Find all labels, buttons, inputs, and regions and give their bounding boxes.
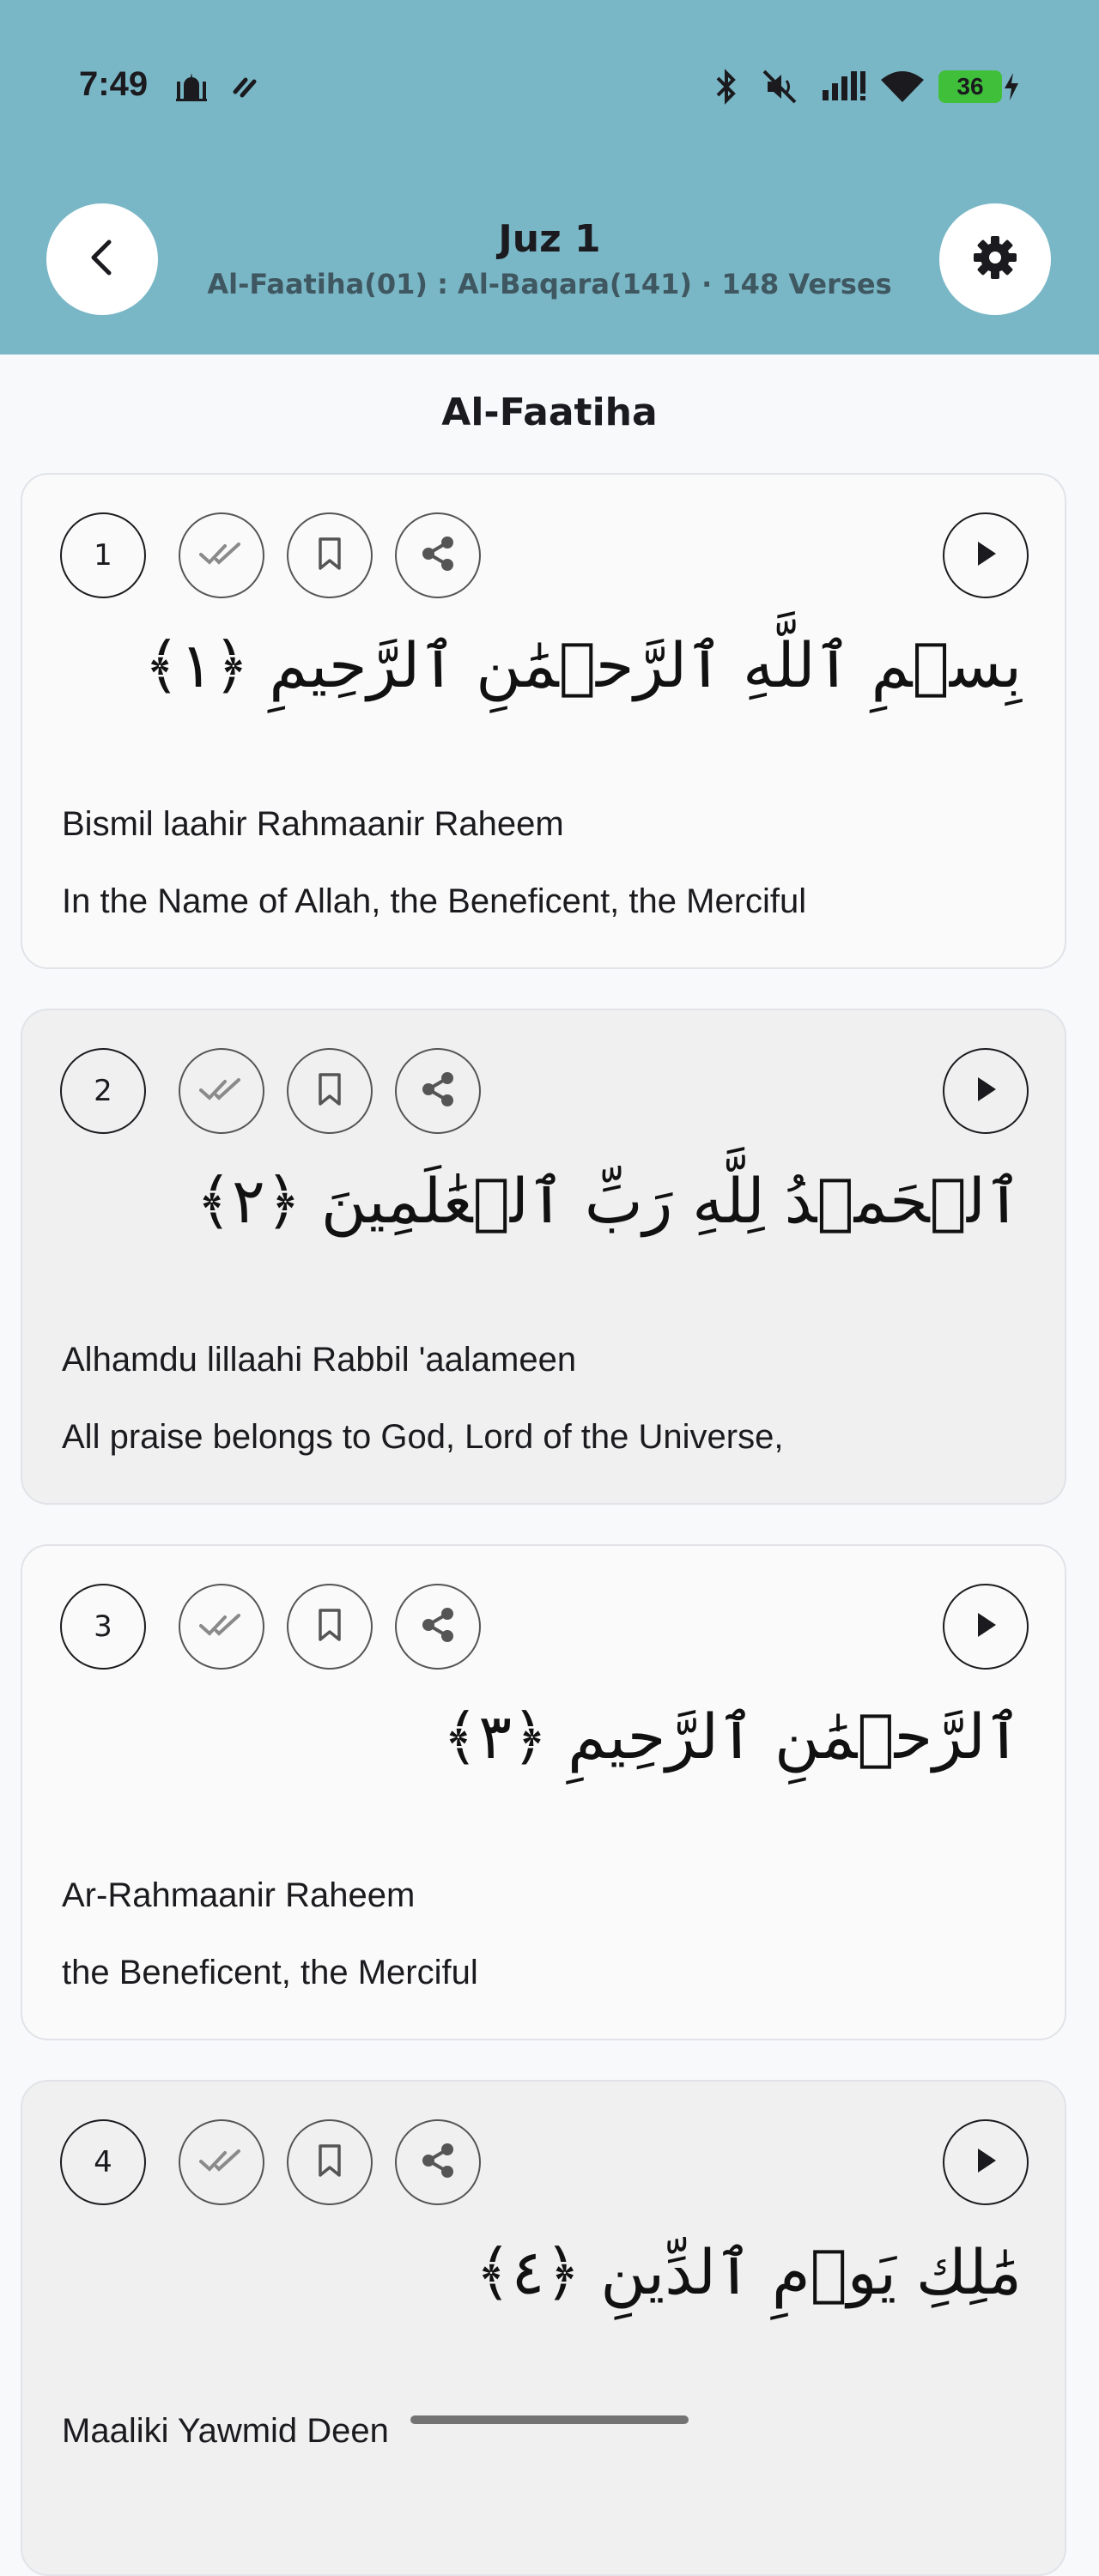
app-header — [0, 0, 1099, 355]
verse-card — [21, 1544, 1066, 2040]
status-time: 7:49 — [79, 65, 149, 103]
double-check-icon — [199, 1612, 244, 1641]
surah-heading: Al-Faatiha — [441, 391, 658, 434]
share-button[interactable] — [395, 1584, 481, 1670]
settings-button[interactable] — [939, 203, 1051, 315]
transliteration: Maaliki Yawmid Deen — [62, 2412, 389, 2450]
mark-read-button[interactable] — [179, 2119, 264, 2205]
verse-number-badge — [60, 1048, 146, 1134]
bookmark-button[interactable] — [287, 512, 373, 598]
share-icon — [418, 2141, 458, 2184]
wifi-icon — [879, 67, 926, 106]
translation: In the Name of Allah, the Beneficent, the Merciful — [62, 882, 807, 920]
share-icon — [418, 1605, 458, 1648]
bookmark-icon — [316, 2143, 343, 2181]
bookmark-icon — [316, 1608, 343, 1646]
play-icon — [973, 1610, 999, 1643]
arabic-verse: ٱلرَّحۡمَٰنِ ٱلرَّحِيمِ ﴿٣﴾ — [442, 1700, 1022, 1773]
mute-icon — [761, 67, 798, 106]
status-bar — [0, 62, 1099, 113]
page-subtitle: Al-Faatiha(01) : Al-Baqara(141) · 148 Verses — [207, 268, 892, 300]
signal-icon — [821, 67, 867, 106]
double-check-icon — [199, 541, 244, 570]
transliteration: Ar-Rahmaanir Raheem — [62, 1876, 416, 1914]
verse-number: 2 — [94, 1074, 112, 1108]
play-icon — [973, 2146, 999, 2179]
double-check-icon — [199, 2148, 244, 2177]
verse-number-badge — [60, 512, 146, 598]
verse-number: 1 — [94, 538, 112, 573]
bookmark-button[interactable] — [287, 2119, 373, 2205]
verse-number: 3 — [94, 1609, 112, 1644]
play-icon — [973, 539, 999, 572]
play-button[interactable] — [943, 2119, 1029, 2205]
verse-number: 4 — [94, 2145, 112, 2179]
verse-card — [21, 1009, 1066, 1505]
transliteration: Alhamdu lillaahi Rabbil 'aalameen — [62, 1341, 577, 1379]
gear-icon — [972, 234, 1018, 284]
play-button[interactable] — [943, 1048, 1029, 1134]
share-button[interactable] — [395, 512, 481, 598]
share-button[interactable] — [395, 1048, 481, 1134]
transliteration: Bismil laahir Rahmaanir Raheem — [62, 805, 564, 843]
translation: the Beneficent, the Merciful — [62, 1954, 478, 1991]
play-icon — [973, 1075, 999, 1107]
bookmark-button[interactable] — [287, 1584, 373, 1670]
bookmark-icon — [316, 1072, 343, 1110]
bluetooth-icon — [711, 67, 742, 106]
share-icon — [418, 1070, 458, 1112]
mark-read-button[interactable] — [179, 1048, 264, 1134]
battery-indicator: 36 — [938, 70, 1002, 103]
mark-read-button[interactable] — [179, 512, 264, 598]
share-button[interactable] — [395, 2119, 481, 2205]
mosque-icon — [174, 67, 209, 106]
verse-number-badge — [60, 2119, 146, 2205]
mark-read-button[interactable] — [179, 1584, 264, 1670]
bookmark-button[interactable] — [287, 1048, 373, 1134]
home-indicator[interactable] — [410, 2415, 689, 2424]
verse-card — [21, 2080, 1066, 2576]
play-button[interactable] — [943, 1584, 1029, 1670]
play-button[interactable] — [943, 512, 1029, 598]
translation: All praise belongs to God, Lord of the Universe, — [62, 1418, 784, 1456]
arabic-verse: ٱلۡحَمۡدُ لِلَّهِ رَبِّ ٱلۡعَٰلَمِينَ ﴿٢﴾ — [195, 1165, 1022, 1237]
arabic-verse: مَٰلِكِ يَوۡمِ ٱلدِّينِ ﴿٤﴾ — [475, 2236, 1022, 2308]
bookmark-icon — [316, 536, 343, 574]
double-check-icon — [199, 1076, 244, 1106]
link-icon — [230, 67, 261, 106]
verse-number-badge — [60, 1584, 146, 1670]
page-title: Juz 1 — [498, 217, 601, 261]
arabic-verse: بِسۡمِ ٱللَّهِ ٱلرَّحۡمَٰنِ ٱلرَّحِيمِ ﴿١﴾ — [143, 629, 1022, 701]
share-icon — [418, 534, 458, 577]
verse-card — [21, 473, 1066, 969]
charging-icon — [1001, 67, 1022, 106]
